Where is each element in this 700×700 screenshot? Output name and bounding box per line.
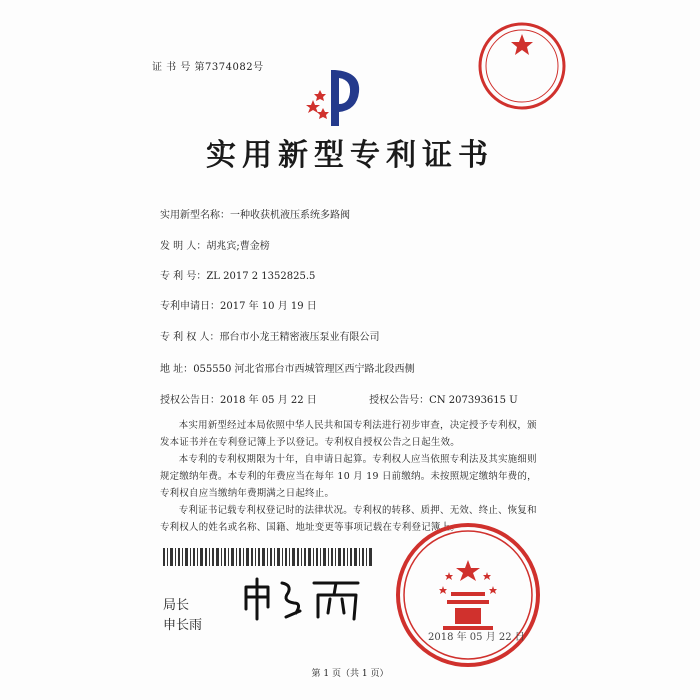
paragraph: 专利证书记载专利权登记时的法律状况。专利权的转移、质押、无效、终止、恢复和专利权人的姓名或名称、国籍、地址变更等事项记载在专利登记簿上。 bbox=[160, 505, 537, 533]
grant-number-value: CN 207393615 U bbox=[429, 395, 518, 406]
certificate-body bbox=[160, 417, 545, 536]
paragraph: 本专利的专利权期限为十年，自申请日起算。专利权人应当依照专利法及其实施细则规定缴纳年费。本专利的年费应当在每年 10 月 19 日前缴纳。未按照规定缴纳年费的，专利权自应当缴纳年费期满之日起终止。 bbox=[160, 454, 537, 499]
page-title: 实用新型专利证书 bbox=[206, 138, 494, 173]
grant-date-value: 2018 年 05 月 22 日 bbox=[220, 395, 317, 406]
field-patent-number: 专 利 号：ZL 2017 2 1352825.5 bbox=[160, 271, 316, 282]
field-patentee: 专 利 权 人：邢台市小龙王精密液压泵业有限公司 bbox=[160, 332, 380, 343]
grant-number-label: 授权公告号： bbox=[369, 395, 430, 406]
seal-date: 2018 年 05 月 22 日 bbox=[428, 632, 525, 643]
barcode bbox=[163, 548, 373, 566]
field-application-date: 专利申请日：2017 年 10 月 19 日 bbox=[160, 301, 317, 312]
field-inventor: 发 明 人：胡兆宾;曹金榜 bbox=[160, 241, 270, 252]
agency-seal bbox=[476, 20, 568, 112]
office-seal bbox=[393, 520, 543, 670]
signatory-title: 局长 bbox=[163, 598, 190, 613]
certificate-number: 证 书 号 第7374082号 bbox=[152, 62, 264, 73]
handwritten-signature bbox=[238, 573, 368, 623]
patent-office-logo bbox=[305, 62, 375, 132]
field-utility-model-name: 实用新型名称：一种收获机液压系统多路阀 bbox=[160, 210, 350, 221]
page-footer: 第 1 页（共 1 页） bbox=[311, 669, 389, 679]
field-address: 地 址：055550 河北省邢台市西城管理区西宁路北段西侧 bbox=[160, 364, 415, 375]
grant-announcement-row bbox=[160, 391, 518, 406]
paragraph: 本实用新型经过本局依照中华人民共和国专利法进行初步审查，决定授予专利权，颁发本证书并在专利登记簿上予以登记。专利权自授权公告之日起生效。 bbox=[160, 420, 537, 448]
signatory-name: 申长雨 bbox=[163, 618, 203, 633]
grant-date-label: 授权公告日： bbox=[160, 395, 220, 406]
